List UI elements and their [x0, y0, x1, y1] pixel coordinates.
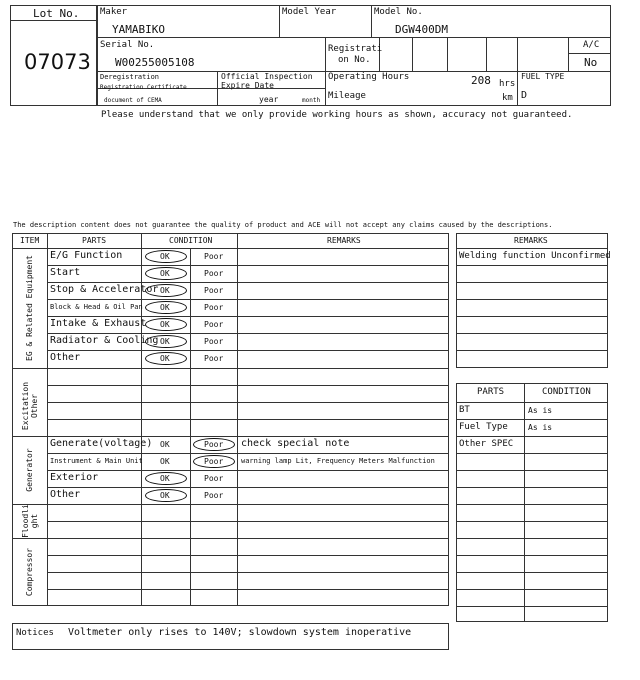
ac-label: A/C	[583, 40, 600, 50]
ok-label: OK	[160, 320, 170, 329]
poor-label: Poor	[204, 269, 224, 278]
model-no-label: Model No.	[374, 7, 423, 17]
header-condition: CONDITION	[169, 236, 213, 245]
month-label: month	[302, 97, 321, 104]
maker-value: YAMABIKO	[112, 23, 165, 36]
ok-label: OK	[160, 354, 170, 363]
ok-label: OK	[160, 286, 170, 295]
right-parts-header: PARTS	[477, 387, 505, 397]
ok-label: OK	[160, 252, 170, 261]
gen-row-remark: check special note	[241, 438, 350, 449]
header-parts: PARTS	[82, 236, 107, 245]
eg-row-part: Stop & Accelerator	[50, 284, 159, 295]
registration-label-2: on No.	[338, 55, 371, 65]
poor-label: Poor	[204, 303, 224, 312]
section-eg: EG & Related Equipment	[25, 255, 34, 361]
section-floodlight: Floodlight	[21, 504, 39, 538]
right-part: Fuel Type	[459, 422, 508, 432]
right-remarks-first: Welding function Unconfirmed	[459, 251, 611, 261]
ok-label: OK	[160, 303, 170, 312]
poor-label: Poor	[204, 320, 224, 329]
poor-label: Poor	[204, 286, 224, 295]
operating-hours-label: Operating Hours	[328, 72, 410, 82]
eg-row-part: Block & Head & Oil Pan	[50, 303, 143, 311]
gen-row-part: Instrument & Main Unit	[50, 457, 143, 465]
section-compressor: Compressor	[25, 547, 34, 597]
notices-text: Voltmeter only rises to 140V; slowdown system inoperative	[68, 627, 412, 638]
poor-label: Poor	[204, 440, 224, 449]
maker-label: Maker	[100, 7, 128, 17]
mileage-label: Mileage	[328, 91, 366, 101]
ok-label: OK	[160, 337, 170, 346]
poor-label: Poor	[204, 457, 224, 466]
header-remarks: REMARKS	[327, 236, 361, 245]
eg-row-part: Start	[50, 267, 81, 278]
notice-top: The description content does not guarantee the quality of product and ACE will not accept any claims caused by the descriptions.	[13, 221, 553, 229]
poor-label: Poor	[204, 474, 224, 483]
gen-row-remark: warning lamp Lit, Frequency Meters Malfunction	[241, 457, 435, 465]
gen-row-part: Other	[50, 489, 81, 500]
operating-hours-value: 208	[471, 74, 491, 87]
right-part: BT	[459, 405, 470, 415]
fuel-type-label: FUEL TYPE	[521, 72, 565, 81]
year-label: year	[259, 95, 279, 104]
serial-value: W00255005108	[115, 56, 195, 69]
lot-number: 07073	[24, 50, 91, 74]
lot-label: Lot No.	[33, 7, 80, 20]
eg-row-part: Intake & Exhaust	[50, 318, 147, 329]
ok-label: OK	[160, 440, 170, 449]
section-generator: Generator	[25, 448, 34, 492]
inspection-label: Official Inspection	[221, 72, 313, 81]
registration-certificate-label: Registration Certificate	[100, 84, 187, 91]
ok-label: OK	[160, 269, 170, 278]
disclaimer: Please understand that we only provide working hours as shown, accuracy not guaranteed.	[101, 110, 573, 120]
model-no-value: DGW400DM	[395, 23, 448, 36]
fuel-type-value: D	[521, 90, 528, 101]
right-condition: As is	[528, 406, 553, 415]
inspection-label-2: Expire Date	[221, 81, 274, 90]
right-condition-header: CONDITION	[542, 387, 591, 397]
ac-value: No	[584, 56, 598, 69]
serial-label: Serial No.	[100, 40, 155, 50]
gen-row-part: Generate(voltage)	[50, 438, 153, 449]
cema-label: document of CEMA	[104, 97, 162, 104]
poor-label: Poor	[204, 491, 224, 500]
right-part: Other SPEC	[459, 439, 514, 449]
deregistration-label: Deregistration	[100, 73, 160, 81]
gen-row-part: Exterior	[50, 472, 99, 483]
poor-label: Poor	[204, 354, 224, 363]
section-excitation: Excitation Other	[21, 381, 39, 431]
eg-row-part: E/G Function	[50, 250, 123, 261]
ok-label: OK	[160, 457, 170, 466]
ok-label: OK	[160, 474, 170, 483]
mileage-unit: km	[502, 93, 513, 103]
hours-unit: hrs	[499, 79, 516, 89]
poor-label: Poor	[204, 337, 224, 346]
notices-label: Notices	[16, 628, 54, 638]
registration-label: Registrati	[328, 44, 383, 54]
ok-label: OK	[160, 491, 170, 500]
eg-row-part: Radiator & Cooling	[50, 335, 159, 346]
poor-label: Poor	[204, 252, 224, 261]
right-remarks-header: REMARKS	[514, 236, 548, 245]
header-item: ITEM	[20, 236, 40, 245]
eg-row-part: Other	[50, 352, 81, 363]
right-condition: As is	[528, 423, 553, 432]
model-year-label: Model Year	[282, 7, 337, 17]
